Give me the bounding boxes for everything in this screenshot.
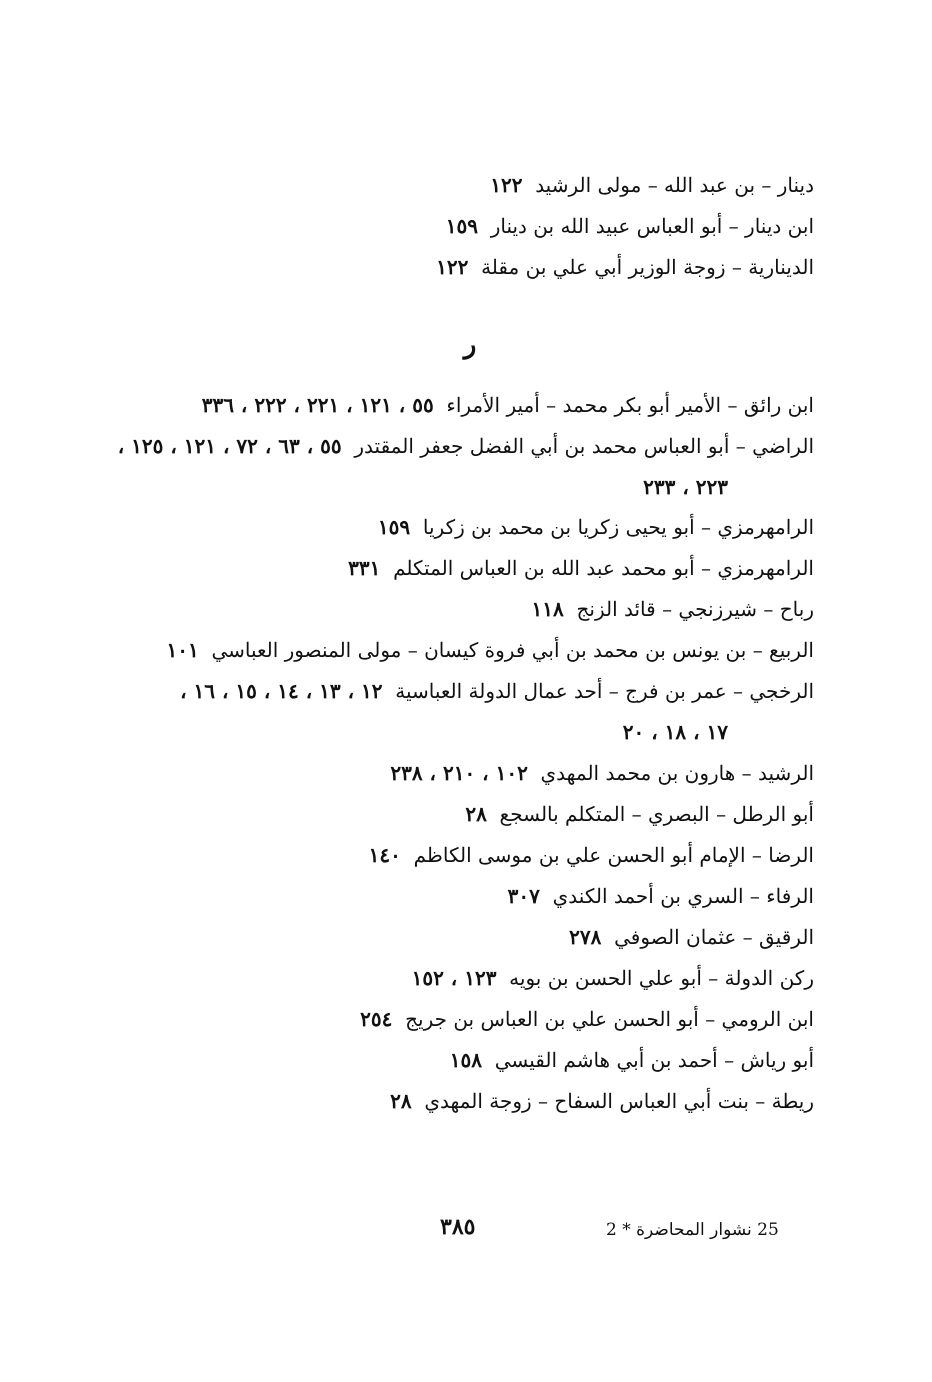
index-entry — [134, 635, 814, 665]
entry-pages: ٣٠٧ — [507, 884, 540, 908]
entry-text: رباح – شيرزنجي – قائد الزنج — [576, 597, 814, 621]
entry-pages: ١٠١ — [166, 638, 199, 662]
entry-text: الرقيق – عثمان الصوفي — [614, 925, 814, 949]
entry-text: الربيع – بن يونس بن محمد بن أبي فروة كيسان – مولى المنصور العباسي — [211, 638, 814, 662]
entry-text: الرخجي – عمر بن فرج – أحد عمال الدولة العباسية — [395, 679, 814, 703]
entry-text: الرضا – الإمام أبو الحسن علي بن موسى الكاظم — [413, 843, 814, 867]
entry-pages: ١٢٢ — [490, 173, 523, 197]
entry-pages: ١٤٠ — [368, 843, 401, 867]
entry-pages: ١٢٣ ، ١٥٢ — [411, 966, 497, 990]
index-entry-continuation — [48, 472, 728, 502]
entry-pages: ٢٥٤ — [360, 1007, 393, 1031]
index-entry-continuation — [48, 717, 728, 747]
entry-pages: ١٧ ، ١٨ ، ٢٠ — [622, 720, 728, 744]
entry-pages: ١٢ ، ١٣ ، ١٤ ، ١٥ ، ١٦ ، — [180, 679, 383, 703]
entry-text: ابن دينار – أبو العباس عبيد الله بن دينار — [490, 214, 814, 238]
index-entry — [134, 594, 814, 624]
entry-text: ريطة – بنت أبي العباس السفاح – زوجة المهدي — [424, 1089, 814, 1113]
index-entry — [134, 1004, 814, 1034]
index-entry — [134, 252, 814, 282]
entry-text: ابن الرومي – أبو الحسن علي بن العباس بن جريج — [405, 1007, 814, 1031]
entry-text: الرشيد – هارون بن محمد المهدي — [540, 761, 814, 785]
index-entry — [134, 211, 814, 241]
entry-text: أبو رياش – أحمد بن أبي هاشم القيسي — [494, 1048, 814, 1072]
entry-pages: ٣٣١ — [348, 556, 381, 580]
entry-text: الرامهرمزي – أبو يحيى زكريا بن محمد بن زكريا — [422, 515, 814, 539]
index-entry — [134, 922, 814, 952]
entry-pages: ١٥٩ — [445, 214, 478, 238]
entry-pages: ٢٧٨ — [569, 925, 602, 949]
printer-signature: 25 نشوار المحاضرة * 2 — [606, 1220, 779, 1240]
page-number: ٣٨٥ — [440, 1214, 476, 1240]
index-entry — [134, 1045, 814, 1075]
entry-text: الرامهرمزي – أبو محمد عبد الله بن العباس المتكلم — [393, 556, 814, 580]
index-entry — [134, 799, 814, 829]
entry-text: أبو الرطل – البصري – المتكلم بالسجع — [499, 802, 814, 826]
index-entry — [134, 963, 814, 993]
entry-pages: ٢٨ — [390, 1089, 412, 1113]
entry-pages: ١٥٩ — [377, 515, 411, 539]
entry-pages: ٢٢٣ ، ٢٣٣ — [643, 475, 728, 499]
entry-text: الرفاء – السري بن أحمد الكندي — [552, 884, 814, 908]
entry-text: ركن الدولة – أبو علي الحسن بن بويه — [509, 966, 814, 990]
index-entry — [134, 170, 814, 200]
entry-pages: ٢٨ — [465, 802, 487, 826]
index-entry — [117, 431, 814, 461]
index-entry — [134, 758, 814, 788]
index-entry — [134, 512, 814, 542]
entry-text: الراضي – أبو العباس محمد بن أبي الفضل جعفر المقتدر — [354, 434, 814, 458]
index-entry — [134, 676, 814, 706]
entry-text: ابن رائق – الأمير أبو بكر محمد – أمير الأمراء — [446, 393, 814, 417]
index-entry — [134, 881, 814, 911]
entry-pages: ١١٨ — [531, 597, 564, 621]
entry-pages: ١٠٢ ، ٢١٠ ، ٢٣٨ — [390, 761, 528, 785]
index-entry — [134, 553, 814, 583]
index-entry — [134, 1086, 814, 1116]
entry-text: دينار – بن عبد الله – مولى الرشيد — [535, 173, 814, 197]
entry-pages: ٥٥ ، ١٢١ ، ٢٢١ ، ٢٢٢ ، ٣٣٦ — [201, 393, 434, 417]
index-entry — [134, 390, 814, 420]
index-entry — [134, 840, 814, 870]
entry-text: الدينارية – زوجة الوزير أبي علي بن مقلة — [481, 255, 814, 279]
entry-pages: ١٥٨ — [449, 1048, 482, 1072]
entry-pages: ٥٥ ، ٦٣ ، ٧٢ ، ١٢١ ، ١٢٥ ، — [117, 434, 342, 458]
section-letter: ر — [463, 330, 477, 360]
entry-pages: ١٢٢ — [436, 255, 469, 279]
